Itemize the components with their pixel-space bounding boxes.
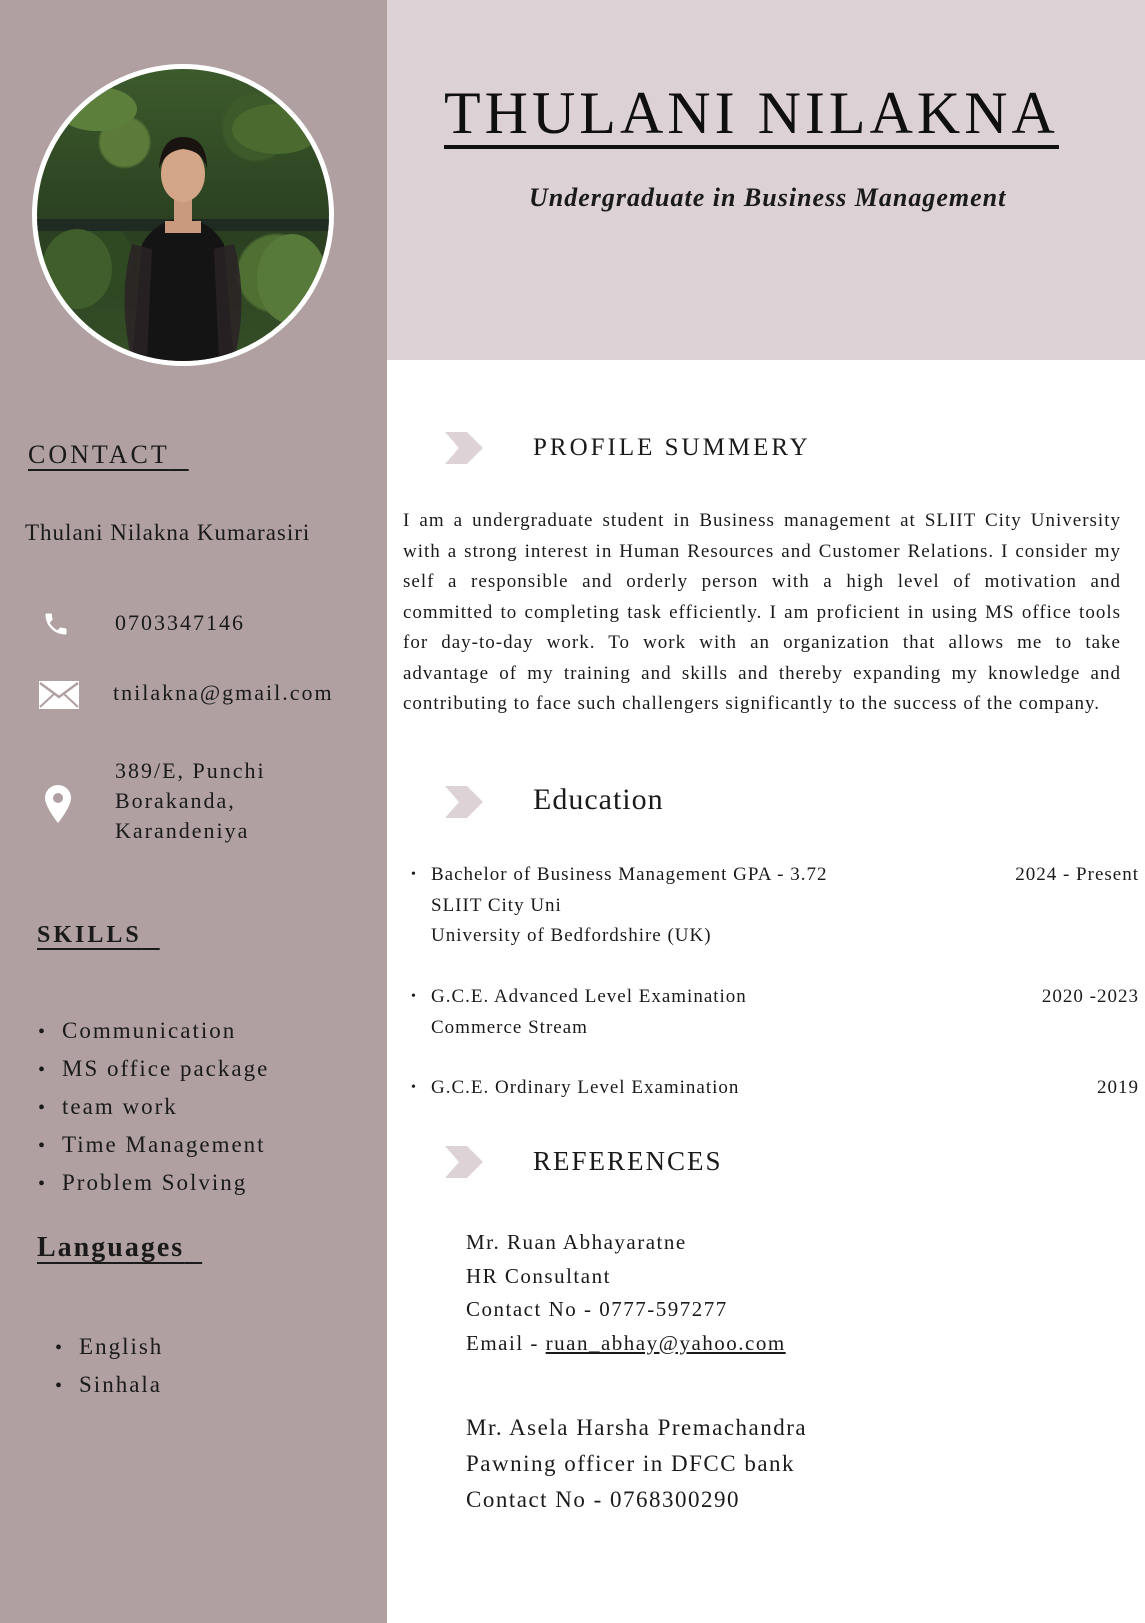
education-years: 2020 -2023 <box>1041 986 1139 1007</box>
email-address[interactable]: tnilakna@gmail.com <box>113 680 334 705</box>
chevron-right-icon <box>445 432 483 469</box>
candidate-name: THULANI NILAKNA <box>444 85 1059 149</box>
chevron-right-icon <box>445 1146 483 1183</box>
candidate-title: Undergraduate in Business Management <box>529 183 1007 212</box>
location-pin-icon <box>45 785 71 828</box>
phone-icon <box>42 610 70 643</box>
education-degree: Bachelor of Business Management GPA - 3.72 <box>431 864 828 885</box>
reference-email-link[interactable]: ruan_abhay@yahoo.com <box>545 1330 786 1355</box>
education-title: Education <box>533 783 664 816</box>
address-line: Borakanda, <box>115 788 236 813</box>
skill-item: • Time Management <box>38 1126 269 1164</box>
mail-icon <box>38 680 80 715</box>
education-stream: Commerce Stream <box>431 1016 588 1038</box>
reference-role: Pawning officer in DFCC bank <box>466 1451 796 1476</box>
profile-summary-title: PROFILE SUMMERY <box>533 434 811 461</box>
reference-1 <box>466 1226 786 1360</box>
bullet: • <box>411 867 417 882</box>
header-band <box>387 0 1145 360</box>
reference-2 <box>466 1410 807 1518</box>
language-item: • Sinhala <box>55 1366 163 1404</box>
skill-item: • Problem Solving <box>38 1164 269 1202</box>
profile-photo <box>32 64 334 366</box>
education-years: 2019 <box>1097 1077 1139 1098</box>
phone-number[interactable]: 0703347146 <box>115 610 245 635</box>
education-years: 2024 - Present <box>1015 864 1139 885</box>
full-name: Thulani Nilakna Kumarasiri <box>25 520 311 545</box>
education-institution: SLIIT City Uni <box>431 894 562 916</box>
bullet: • <box>411 989 417 1004</box>
reference-name: Mr. Ruan Abhayaratne <box>466 1230 687 1254</box>
reference-contact: Contact No - 0777-597277 <box>466 1297 728 1321</box>
languages-list <box>55 1328 163 1404</box>
language-item: • English <box>55 1328 163 1366</box>
address <box>115 756 266 846</box>
education-item <box>411 1073 1139 1104</box>
reference-name: Mr. Asela Harsha Premachandra <box>466 1415 808 1440</box>
chevron-right-icon <box>445 786 483 823</box>
skills-list <box>38 1012 269 1202</box>
references-title: REFERENCES <box>533 1146 723 1176</box>
education-institution: University of Bedfordshire (UK) <box>431 925 712 946</box>
address-line: 389/E, Punchi <box>115 758 266 783</box>
address-line: Karandeniya <box>115 818 250 843</box>
bullet: • <box>411 1080 417 1095</box>
education-item <box>411 860 1139 952</box>
skill-item: • MS office package <box>38 1050 269 1088</box>
languages-heading: Languages <box>37 1232 185 1263</box>
education-item <box>411 982 1139 1043</box>
education-degree: G.C.E. Advanced Level Examination <box>431 986 747 1007</box>
profile-summary-text: I am a undergraduate student in Business management at SLIIT City University with a strong interest in Human Resources and Customer Relations. I consider my self a responsible and orderly person with a high level of motivation and committed to completing task efficiently. I am proficient in using MS office tools for day-to-day work. To work with an organization that allows me to take advantage of my training and skills and thereby expanding my knowledge and contributing to face such challengers significantly to the success of the company. <box>403 510 1121 714</box>
reference-email-line <box>466 1327 786 1361</box>
profile-photo-figure <box>37 69 329 361</box>
contact-heading: CONTACT <box>28 440 170 469</box>
reference-role: HR Consultant <box>466 1263 611 1288</box>
skill-item: • Communication <box>38 1012 269 1050</box>
skills-heading: SKILLS <box>37 922 142 948</box>
reference-email-label: Email - <box>466 1330 546 1355</box>
reference-contact: Contact No - 0768300290 <box>466 1487 741 1512</box>
skill-item: • team work <box>38 1088 269 1126</box>
education-degree: G.C.E. Ordinary Level Examination <box>431 1077 740 1098</box>
